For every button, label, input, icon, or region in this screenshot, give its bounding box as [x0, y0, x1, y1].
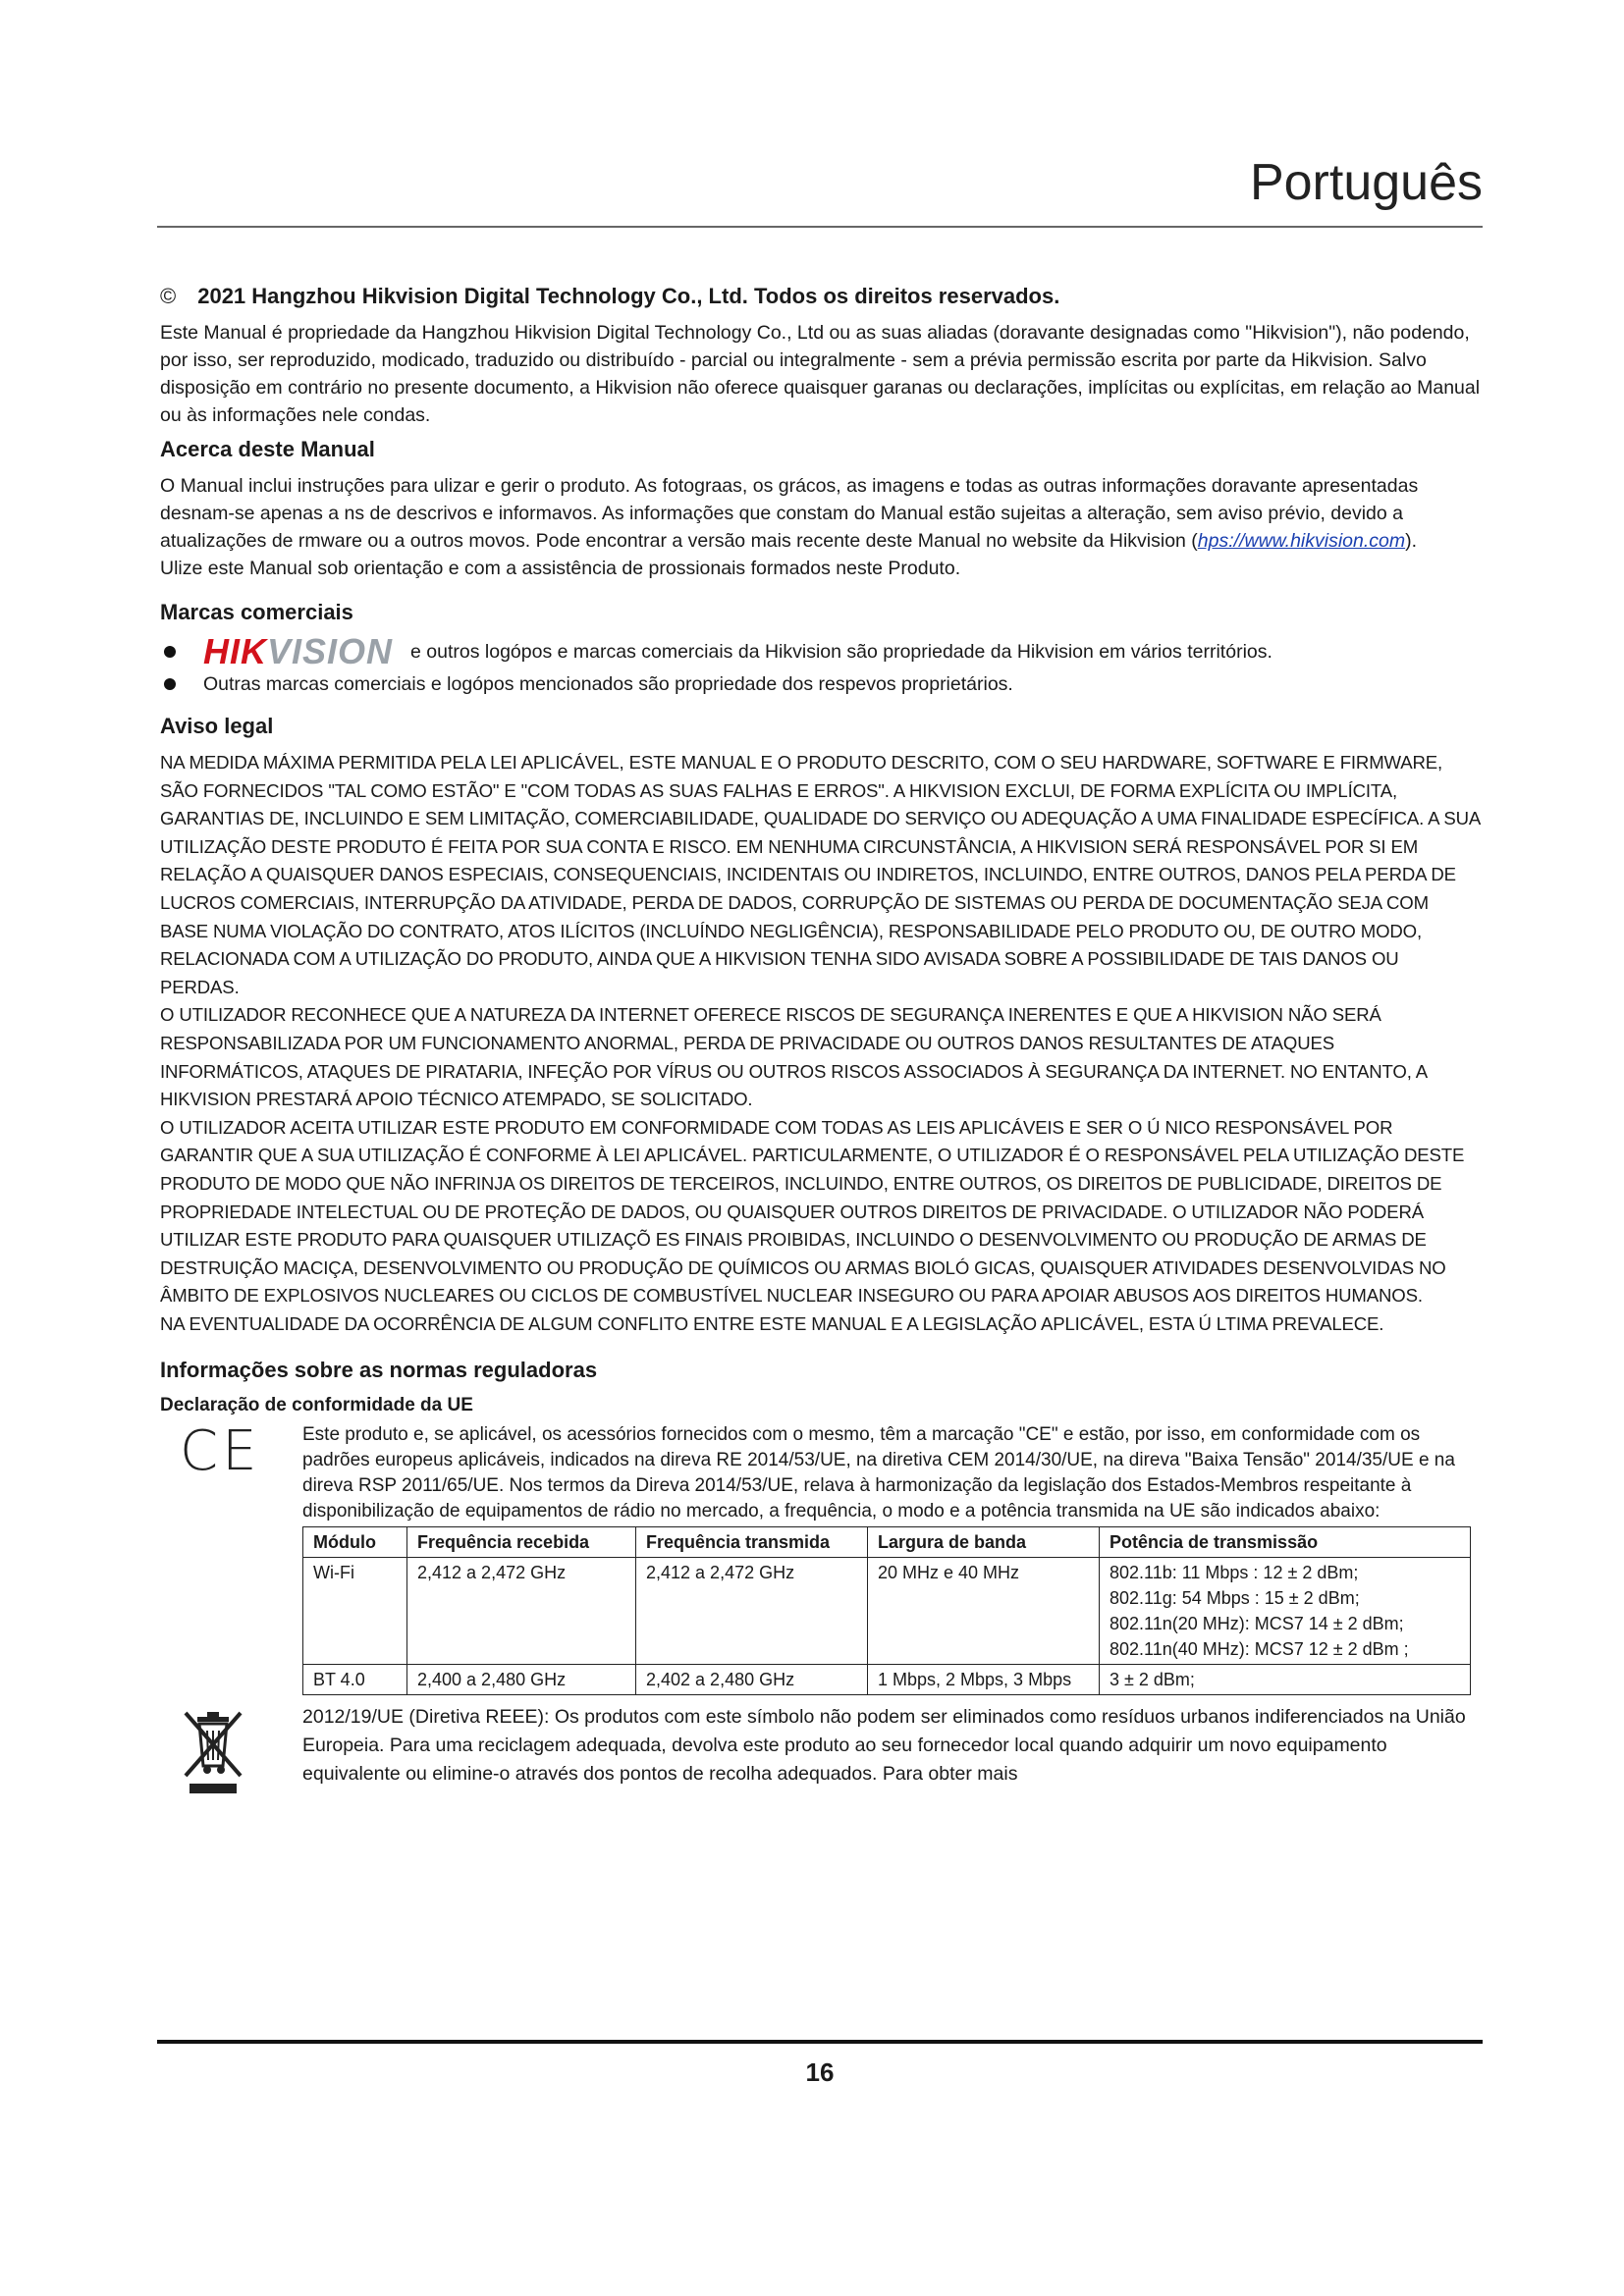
footer-divider: [157, 2040, 1483, 2044]
cell-tx-freq: 2,402 a 2,480 GHz: [636, 1665, 868, 1695]
cell-rx-freq: 2,412 a 2,472 GHz: [407, 1558, 636, 1665]
legal-paragraph-3: O UTILIZADOR ACEITA UTILIZAR ESTE PRODUTO EM CONFORMIDADE COM TODAS AS LEIS APLICÁVEIS E SER O Ú NICO RESPONSÁVEL POR GARANTIR QUE A SUA UTILIZAÇÃO É CONFORME À LEI APLICÁVEL. PARTICULARMENTE, O UTILIZADOR É O RESPONSÁVEL PELA UTILIZAÇÃO DESTE PRODUTO DE MODO QUE NÃO INFRINJA OS DIREITOS DE TERCEIROS, INCLUINDO, ENTRE OUTROS, OS DIREITOS DE PUBLICIDADE, DIREITOS DE PROPRIEDADE INTELECTUAL OU DE PROTEÇÃO DE DADOS, OU QUAISQUER OUTROS DIREITOS DE PRIVACIDADE. O UTILIZADOR NÃO PODERÁ UTILIZAR ESTE PRODUTO PARA QUAISQUER UTILIZAÇÕ ES FINAIS PROIBIDAS, INCLUINDO O DESENVOLVIMENTO OU PRODUÇÃO DE ARMAS DE DESTRUIÇÃO MACIÇA, DESENVOLVIMENTO OU PRODUÇÃO DE QUÍMICOS OU ARMAS BIOLÓ GICAS, QUAISQUER ATIVIDADES DESENVOLVIDAS NO ÂMBITO DE EXPLOSIVOS NUCLEARES OU CICLOS DE COMBUSTÍVEL NUCLEAR INSEGURO OU PARA APOIAR ABUSOS AOS DIREITOS HUMANOS.: [160, 1116, 1465, 1307]
copyright-heading: [160, 282, 1481, 311]
weee-text-column: [302, 1703, 1471, 1805]
cell-tx-freq: 2,412 a 2,472 GHz: [636, 1558, 868, 1665]
eu-conformity-heading: Declaração de conformidade da UE: [160, 1395, 473, 1416]
about-heading: Acerca deste Manual: [160, 437, 375, 461]
about-text-end: ).: [1405, 530, 1418, 552]
weee-text: 2012/19/UE (Diretiva REEE): Os produtos com este símbolo não podem ser eliminados como resíduos urbanos indiferenciados na União Europeia. Para uma reciclagem adequada, devolva este produto ao seu fornecedor local quando adquirir um novo equipamento equivalente ou elimine-o através dos pontos de recolha adequados. Para obter mais: [302, 1706, 1466, 1786]
website-link[interactable]: hps://www.hikvision.com: [1197, 530, 1406, 552]
power-line: 802.11n(20 MHz): MCS7 14 ± 2 dBm;: [1110, 1614, 1404, 1634]
ce-declaration: Este produto e, se aplicável, os acessórios fornecidos com o mesmo, têm a marcação "CE" e estão, por isso, em conformidade com os padrões europeus aplicáveis, indicados na direva RE 2014/53/UE, na diretiva CEM 2014/30/UE, na direva "Baixa Tensão" 2014/35/UE e na direva RSP 2011/65/UE. Nos termos da Direva 2014/53/UE, relava à harmonização da legislação dos Estados-Membros respeitante à disponibilização de equipamentos de rádio no mercado, a frequência, o modo e a potência transmida na UE são indicados abaixo:: [302, 1424, 1455, 1522]
page-title: Português: [1249, 154, 1483, 211]
copyright-symbol: ©: [160, 284, 177, 308]
ce-block: [160, 1419, 1481, 1703]
ce-text-column: [302, 1422, 1471, 1703]
list-item: [160, 670, 1481, 698]
trademark-text-1: e outros logópos e marcas comerciais da Hikvision são propriedade da Hikvision em vários territórios.: [410, 641, 1272, 663]
copyright-text: 2021 Hangzhou Hikvision Digital Technology Co., Ltd. Todos os direitos reservados.: [197, 284, 1060, 308]
cell-rx-freq: 2,400 a 2,480 GHz: [407, 1665, 636, 1695]
cell-module: BT 4.0: [303, 1665, 407, 1695]
legal-paragraph-4: NA EVENTUALIDADE DA OCORRÊNCIA DE ALGUM CONFLITO ENTRE ESTE MANUAL E A LEGISLAÇÃO APLICÁVEL, ESTA Ú LTIMA PREVALECE.: [160, 1312, 1384, 1334]
weee-icon-column: [160, 1703, 302, 1805]
legal-paragraph-2: O UTILIZADOR RECONHECE QUE A NATUREZA DA INTERNET OFERECE RISCOS DE SEGURANÇA INERENTES E QUE A HIKVISION NÃO SERÁ RESPONSABILIZADA POR UM FUNCIONAMENTO ANORMAL, PERDA DE PRIVACIDADE OU OUTROS DANOS RESULTANTES DE ATAQUES INFORMÁTICOS, ATAQUES DE PIRATARIA, INFEÇÃO POR VÍRUS OU OUTROS RISCOS ASSOCIADOS À SEGURANÇA DA INTERNET. NO ENTANTO, A HIKVISION PRESTARÁ APOIO TÉCNICO ATEMPADO, SE SOLICITADO.: [160, 1004, 1427, 1110]
power-line: 3 ± 2 dBm;: [1110, 1670, 1195, 1690]
legal-heading: Aviso legal: [160, 714, 274, 738]
page-footer: [157, 2040, 1483, 2088]
bullet-icon: [164, 646, 176, 658]
bullet-icon: [164, 678, 176, 690]
col-header-tx-power: Potência de transmissão: [1100, 1527, 1471, 1558]
col-header-rx-freq: Frequência recebida: [407, 1527, 636, 1558]
legal-notice: [160, 749, 1481, 1338]
weee-block: [160, 1703, 1481, 1805]
trademark-text-2: Outras marcas comerciais e logópos mencionados são propriedade dos respevos proprietários.: [203, 673, 1013, 695]
legal-paragraph-1: NA MEDIDA MÁXIMA PERMITIDA PELA LEI APLICÁVEL, ESTE MANUAL E O PRODUTO DESCRITO, COM O SEU HARDWARE, SOFTWARE E FIRMWARE, SÃO FORNECIDOS "TAL COMO ESTÃO" E "COM TODAS AS SUAS FALHAS E ERROS". A HIKVISION EXCLUI, DE FORMA EXPLÍCITA OU IMPLÍCITA, GARANTIAS DE, INCLUINDO E SEM LIMITAÇÃO, COMERCIABILIDADE, QUALIDADE DO SERVIÇO OU ADEQUAÇÃO A UMA FINALIDADE ESPECÍFICA. A SUA UTILIZAÇÃO DESTE PRODUTO É FEITA POR SUA CONTA E RISCO. EM NENHUMA CIRCUNSTÂNCIA, A HIKVISION SERÁ RESPONSÁVEL POR SI EM RELAÇÃO A QUAISQUER DANOS ESPECIAIS, CONSEQUENCIAIS, INCIDENTAIS OU INDIRETOS, INCLUINDO, ENTRE OUTROS, DANOS PELA PERDA DE LUCROS COMERCIAIS, INTERRUPÇÃO DA ATIVIDADE, PERDA DE DADOS, CORRUPÇÃO DE SISTEMAS OU PERDA DE DOCUMENTAÇÃO SEJA COM BASE NUMA VIOLAÇÃO DO CONTRATO, ATOS ILÍCITOS (INCLUÍNDO NEGLIGÊNCIA), RESPONSABILIDADE PELO PRODUTO OU, DE OUTRO MODO, RELACIONADA COM A UTILIZAÇÃO DO PRODUTO, AINDA QUE A HIKVISION TENHA SIDO AVISADA SOBRE A POSSIBILIDADE DE TAIS DANOS OU PERDAS.: [160, 752, 1481, 997]
about-usage: Ulize este Manual sob orientação e com a assistência de prossionais formados neste Produto.: [160, 558, 961, 579]
table-row: [303, 1665, 1471, 1695]
ce-icon-column: [160, 1419, 302, 1703]
trademarks-heading: Marcas comerciais: [160, 600, 353, 624]
rf-spec-table: [302, 1526, 1471, 1695]
page-number: 16: [805, 2057, 835, 2087]
table-row: [303, 1558, 1471, 1665]
cell-tx-power: [1100, 1665, 1471, 1695]
list-item: [160, 631, 1481, 671]
col-header-tx-freq: Frequência transmida: [636, 1527, 868, 1558]
cell-bandwidth: 1 Mbps, 2 Mbps, 3 Mbps: [868, 1665, 1100, 1695]
weee-crossed-bin-icon: [178, 1709, 248, 1797]
cell-module: Wi-Fi: [303, 1558, 407, 1665]
col-header-bandwidth: Largura de banda: [868, 1527, 1100, 1558]
power-line: 802.11b: 11 Mbps : 12 ± 2 dBm;: [1110, 1563, 1359, 1583]
power-line: 802.11n(40 MHz): MCS7 12 ± 2 dBm ;: [1110, 1639, 1409, 1660]
table-header-row: [303, 1527, 1471, 1558]
ce-mark-icon: CE: [180, 1419, 261, 1484]
col-header-module: Módulo: [303, 1527, 407, 1558]
regulatory-heading: Informações sobre as normas reguladoras: [160, 1358, 598, 1383]
hikvision-logo: HIKVISION: [203, 631, 394, 671]
about-body: [160, 472, 1481, 555]
power-line: 802.11g: 54 Mbps : 15 ± 2 dBm;: [1110, 1588, 1360, 1609]
page-header: [157, 154, 1483, 228]
about-text: O Manual inclui instruções para ulizar e gerir o produto. As fotograas, os grácos, as imagens e todas as outras informações doravante apresentadas desnam-se apenas a ns de descrivos e informavos. As informações que constam do Manual estão sujeitas a alteração, sem aviso prévio, devido a atualizações de rmware ou a outros movos. Pode encontrar a versão mais recente deste Manual no website da Hikvision (: [160, 475, 1419, 552]
cell-tx-power: [1100, 1558, 1471, 1665]
page-content: [160, 282, 1481, 1805]
cell-bandwidth: 20 MHz e 40 MHz: [868, 1558, 1100, 1665]
header-divider: [157, 226, 1483, 228]
copyright-body: Este Manual é propriedade da Hangzhou Hikvision Digital Technology Co., Ltd ou as suas aliadas (doravante designadas como "Hikvision"), não podendo, por isso, ser reproduzido, modicado, traduzido ou distribuído - parcial ou integralmente - sem a prévia permissão escrita por parte da Hikvision. Salvo disposição em contrário no presente documento, a Hikvision não oferece quaisquer garanas ou declarações, implícitas ou explícitas, em relação ao Manual ou às informações nele condas.: [160, 322, 1481, 426]
